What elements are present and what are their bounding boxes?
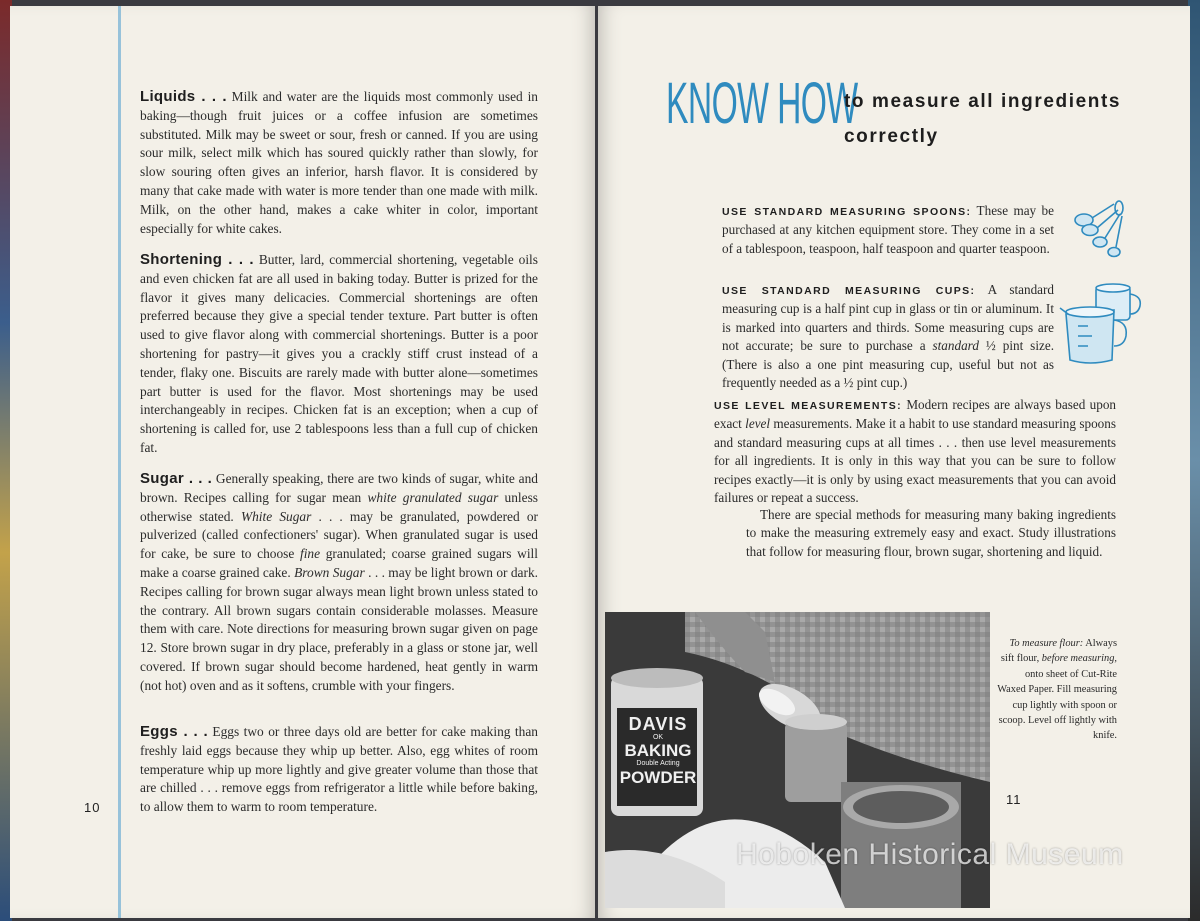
know-how-title: KNOW HOW [666,71,858,136]
page-number-right: 11 [1006,792,1022,807]
liquids-paragraph: Liquids . . . Milk and water are the liquids most commonly used in baking—though fruit juices or a coffee infusion are sometimes substituted. Milk may be sweet or sour, fresh or canned. If you are using sour milk, select milk which has soured quickly rather than slowly, for slow souring often gives an inferior, harsh flavor. It is considered by many that cake made with water is more tender than one made with milk. Milk, on the other hand, makes a cake whiter in color, important especially for white cakes. [140,88,538,236]
sugar-paragraph: Sugar . . . Generally speaking, there are two kinds of sugar, white and brown. Recipes calling for sugar mean white granulated sugar unless otherwise stated. White Sugar . . . may be granulated, powdered or pulverized (called confectioners' sugar). When granulated sugar is used for cake, be sure to choose fine granulated; coarse grained sugars will make a coarse grained cake. Brown Sugar . . . may be light brown or dark. Recipes calling for brown sugar always mean light brown unless stated to the contrary. All brown sugars contain considerable molasses. Measure them with care. Note directions for measuring brown sugar given on page 12. Store brown sugar in dry place, preferably in a glass or stone jar, well covered. If brown sugar should become hardened, heat gently in warm (not hot) oven and as it softens, crumble with your fingers. [140,470,539,693]
spoons-label: USE STANDARD MEASURING SPOONS: [722,206,972,218]
liquids-heading: Liquids . . . [140,88,227,105]
title-subtitle: to measure all ingredients correctly [844,91,1122,147]
page-number-left: 10 [84,800,101,815]
spoons-item: USE STANDARD MEASURING SPOONS: These may be purchased at any kitchen equipment store. They come in a set of a tablespoon, teaspoon, half teaspoon and quarter teaspoon. [722,203,1054,256]
level-label: USE LEVEL MEASUREMENTS: [714,400,903,412]
baking-powder-can-label: DAVIS OK BAKING Double Acting POWDER [619,714,697,787]
special-methods-paragraph: There are special methods for measuring many baking ingredients to make the measuring extremely easy and exact. Study illustrations that follow for measuring flour, brown sugar, shortening and liquid. [746,507,1116,559]
level-item: USE LEVEL MEASUREMENTS: Modern recipes are always based upon exact level measurements. Make it a habit to use standard measuring spoons and standard measuring cups at all times . . . then use level measurements for all ingredients. It is only in this way that you can be sure to follow recipes exactly—it is only by using exact measurements that you can avoid failures or repeat a success. [714,397,1117,506]
photo-caption: To measure flour: Always sift flour, before measuring, onto sheet of Cut-Rite Waxed Paper. Fill measuring cup lightly with spoon or scoop. Level off lightly with knife. [997,638,1117,742]
museum-watermark: Hoboken Historical Museum [736,838,1124,871]
margin-rule [118,6,121,918]
cups-item: USE STANDARD MEASURING CUPS: A standard measuring cup is a half pint cup in glass or tin or aluminum. It is marked into quarters and thirds. Some measuring cups are not accurate; be sure to purchase a standard ½ pint size. (There is also a one pint measuring cup, useful but not as frequently needed as a ½ pint cup.) [722,282,1054,391]
cups-label: USE STANDARD MEASURING CUPS: [722,285,976,297]
eggs-paragraph: Eggs . . . Eggs two or three days old are better for cake making than freshly laid eggs because they whip up better. Also, egg whites of room temperature whip up more lightly and give greater volume than those that are chilled . . . remove eggs from refrigerator a little while before baking, to allow them to warm to room temperature. [140,723,538,815]
sugar-heading: Sugar . . . [140,470,213,487]
shortening-paragraph: Shortening . . . Butter, lard, commercial shortening, vegetable oils and even chicken fat are all used in baking today. Butter is prized for the flavor it gives many delicacies. Commercial shortenings are often preferred because they give a special tender texture. Part butter is often used to give flavor along with commercial shortenings. Butter is a poor shortening for pastry—it gives you a crackly stiff crust instead of a tender, flaky one. Biscuits are rarely made with butter alone—sometimes part butter is used for the flavor. Most shortenings may be used interchangeably in recipes. Chicken fat is an exception; when a cup of shortening is called for, use 2 tablespoons less than a full cup of chicken fat. [140,251,538,455]
measuring-cups-icon [1056,280,1148,372]
eggs-heading: Eggs . . . [140,723,208,740]
measuring-spoons-icon [1070,196,1134,260]
shortening-heading: Shortening . . . [140,251,254,268]
